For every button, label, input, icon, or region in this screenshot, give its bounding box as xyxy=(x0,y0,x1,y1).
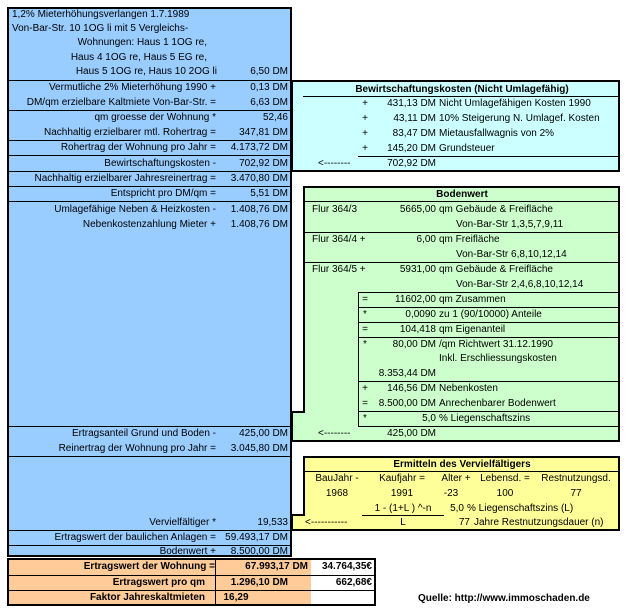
value: 83,47 DM xyxy=(392,128,436,139)
row-value: 6,63 DM xyxy=(250,97,288,108)
header-alter: Alter + xyxy=(441,473,471,484)
value-restnutzung: 77 xyxy=(570,488,582,499)
value: 0,0090 xyxy=(405,309,436,320)
header-restnutzung: Restnutzungsd. xyxy=(541,473,611,484)
desc: Von-Bar-Str 1,3,5,7,9,11 xyxy=(456,219,564,230)
header-baujahr: BauJahr - xyxy=(315,473,359,484)
desc: Von-Bar-Str 6,8,10,12,14 xyxy=(456,249,567,260)
desc: Mietausfallwagnis von 2% xyxy=(439,128,555,139)
result-label: Ertragswert der Wohnung = xyxy=(83,561,215,572)
arrow: <-------- xyxy=(318,428,351,439)
value-alter: -23 xyxy=(443,488,459,499)
row-label: Ertragsanteil Grund und Boden - xyxy=(72,428,216,439)
zins-label: % Liegenschaftszins (L) xyxy=(467,503,574,514)
op: = xyxy=(362,398,368,409)
row-value: 1.408,76 DM xyxy=(230,219,288,230)
header-line-5: Haus 5 1OG re, Haus 10 2OG li xyxy=(75,66,217,77)
value: 5,0 xyxy=(422,413,436,424)
result-eur: 34.764,35€ xyxy=(321,561,372,572)
op: * xyxy=(363,413,367,424)
result-dm: 67.993,17 DM xyxy=(245,561,308,572)
desc: Nebenkosten xyxy=(439,383,498,394)
value: 80,00 DM xyxy=(392,339,436,350)
row-value: 52,46 xyxy=(262,112,288,123)
row-label: Rohertrag der Wohnung pro Jahr = xyxy=(60,142,216,153)
row-value: 3.470,80 DM xyxy=(230,173,288,184)
header-kaufjahr: Kaufjahr = xyxy=(379,473,425,484)
row-label: Entspricht pro DM/qm = xyxy=(110,188,216,199)
op: = xyxy=(362,324,368,335)
arrow: <----------- xyxy=(305,517,348,528)
desc: Anrechenbarer Bodenwert xyxy=(439,398,556,409)
op: * xyxy=(363,339,367,350)
source-note: Quelle: http://www.immoschaden.de xyxy=(418,593,590,604)
desc: Von-Bar-Str 2,4,6,8,10,12,14 xyxy=(456,279,584,290)
row-label: Ertragswert der baulichen Anlagen = xyxy=(54,532,216,543)
rest-value: 77 xyxy=(458,517,470,528)
op: + xyxy=(362,128,368,139)
result-label: Faktor Jahreskaltmieten xyxy=(89,592,205,603)
flur: Flur 364/4 + xyxy=(312,234,366,245)
value: 8.500,00 DM xyxy=(378,398,436,409)
row-label: Umlagefähige Neben & Heizkosten - xyxy=(54,204,216,215)
desc: % Liegenschaftszins xyxy=(439,413,531,424)
row-value: 19,533 xyxy=(257,517,288,528)
op: = xyxy=(362,294,368,305)
desc: zu 1 (90/10000) Anteile xyxy=(439,309,542,320)
formula-numerator: 1 - (1+L ) ^-n xyxy=(374,503,432,514)
total: 702,92 DM xyxy=(387,158,436,169)
header-value: 6,50 DM xyxy=(250,66,288,77)
value: 11602,00 xyxy=(395,294,436,305)
desc: Grundsteuer xyxy=(439,143,495,154)
op: * xyxy=(363,309,367,320)
value: 431,13 DM xyxy=(387,98,436,109)
result-label: Ertragswert pro qm xyxy=(112,577,205,588)
value: 6,00 xyxy=(416,234,436,245)
header-lebensd: Lebensd. = xyxy=(480,473,530,484)
desc: qm Zusammen xyxy=(439,294,506,305)
row-value: 425,00 DM xyxy=(239,428,288,439)
total: 425,00 DM xyxy=(387,428,436,439)
desc: qm Gebäude & Freifläche xyxy=(439,204,553,215)
arrow: <-------- xyxy=(318,158,351,169)
desc: qm Eigenanteil xyxy=(439,324,506,335)
header-line-3: Wohnungen: Haus 1 1OG re, xyxy=(77,37,207,48)
op: + xyxy=(362,113,368,124)
row-label: Vervielfältiger * xyxy=(149,517,216,528)
row-label: Bodenwert + xyxy=(159,546,216,557)
vervielfaeltiger-title: Ermitteln des Vervielfältigers xyxy=(393,459,531,470)
bodenwert-title: Bodenwert xyxy=(436,189,488,200)
value-kaufjahr: 1991 xyxy=(390,488,414,499)
row-label: Nachhaltig erzielbarer mtl. Rohertrag = xyxy=(43,127,216,138)
desc: qm Freifläche xyxy=(439,234,500,245)
result-eur: 662,68€ xyxy=(335,577,372,588)
row-label: Bewirtschaftungskosten - xyxy=(104,158,216,169)
header-line-1: 1,2% Mieterhöhungsverlangen 1.7.1989 xyxy=(12,9,190,20)
desc: /qm Richtwert 31.12.1990 xyxy=(439,339,553,350)
value: 5931,00 xyxy=(399,264,436,275)
row-label: Reinertrag der Wohnung pro Jahr = xyxy=(58,443,216,454)
row-value: 3.045,80 DM xyxy=(230,443,288,454)
row-value: 702,92 DM xyxy=(239,158,288,169)
bewirtschaftung-title: Bewirtschaftungskosten (Nicht Umlagefähig) xyxy=(355,84,569,95)
row-label: qm groesse der Wohnung * xyxy=(94,112,216,123)
op: + xyxy=(362,143,368,154)
value-baujahr: 1968 xyxy=(325,488,349,499)
row-value: 347,81 DM xyxy=(239,127,288,138)
row-value: 8.500,00 DM xyxy=(230,546,288,557)
desc: qm Gebäude & Freifläche xyxy=(439,264,553,275)
result-dm: 1.296,10 DM xyxy=(230,577,288,588)
desc: Inkl. Erschliessungskosten xyxy=(439,353,557,364)
row-label: Nebenkostenzahlung Mieter + xyxy=(82,219,216,230)
value-lebensd: 100 xyxy=(496,488,514,499)
header-line-2: Von-Bar-Str. 10 1OG li mit 5 Vergleichs- xyxy=(12,23,189,34)
value: 5665,00 xyxy=(399,204,436,215)
row-value: 59.493,17 DM xyxy=(225,532,288,543)
value: 145,20 DM xyxy=(387,143,436,154)
result-dm: 16,29 xyxy=(223,592,249,603)
value: 43,11 DM xyxy=(393,113,436,124)
desc: Nicht Umlagefähigen Kosten 1990 xyxy=(439,98,591,109)
flur: Flur 364/3 xyxy=(312,204,358,215)
op: + xyxy=(362,98,368,109)
row-label: Vermutliche 2% Mieterhöhung 1990 + xyxy=(48,82,216,93)
rest-label: Jahre Restnutzungsdauer (n) xyxy=(474,517,604,528)
value: 104,418 xyxy=(399,324,436,335)
row-value: 5,51 DM xyxy=(250,188,288,199)
formula-denominator: L xyxy=(400,517,406,528)
row-label: DM/qm erzielbare Kaltmiete Von-Bar-Str. = xyxy=(26,97,216,108)
op: + xyxy=(362,383,368,394)
row-value: 0,13 DM xyxy=(250,82,288,93)
row-value: 4.173,72 DM xyxy=(230,142,288,153)
zins-value: 5,0 xyxy=(450,503,464,514)
value: 8.353,44 DM xyxy=(378,368,436,379)
header-line-4: Haus 4 1OG re, Haus 5 EG re, xyxy=(70,52,207,63)
row-label: Nachhaltig erzielbarer Jahresreinertrag = xyxy=(34,173,216,184)
flur: Flur 364/5 + xyxy=(312,264,366,275)
value: 146,56 DM xyxy=(387,383,436,394)
desc: 10% Steigerung N. Umlagef. Kosten xyxy=(439,113,600,124)
row-value: 1.408,76 DM xyxy=(230,204,288,215)
